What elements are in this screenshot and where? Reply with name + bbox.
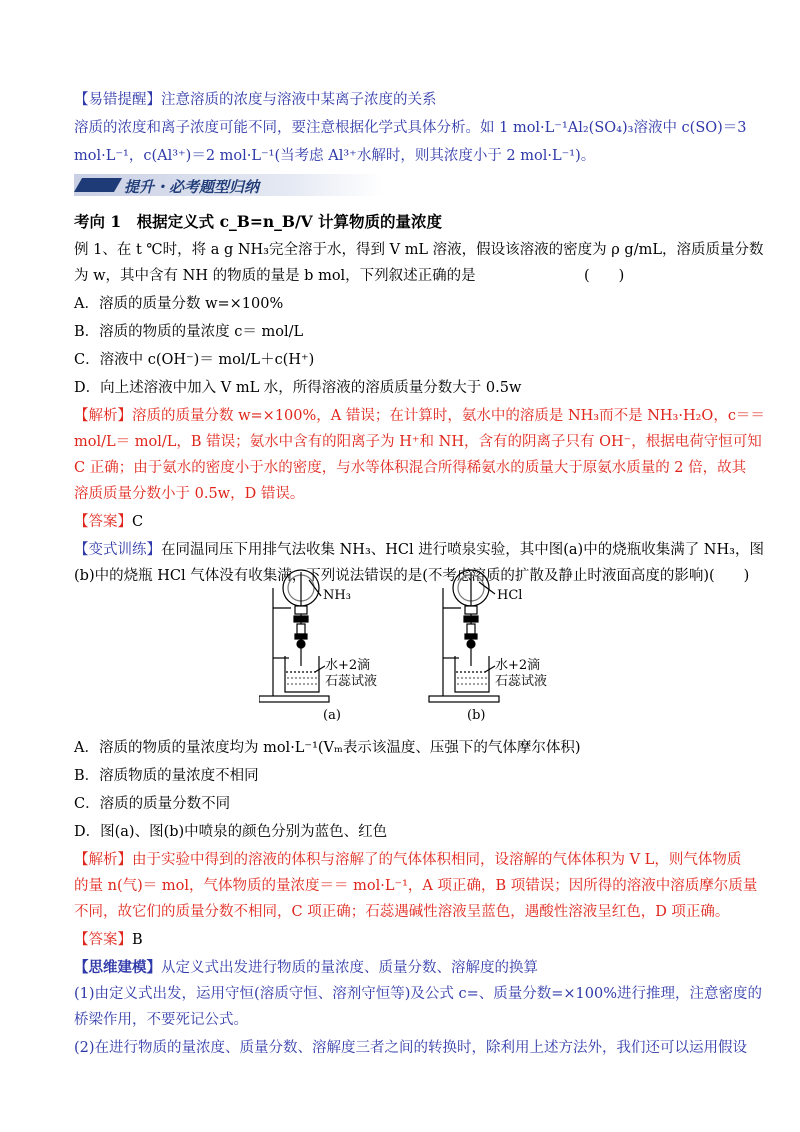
variant-line-2: (b)中的烧瓶 HCl 气体没有收集满，下列说法错误的是(不考虑溶质的扩散及静止时液面高度的影响)( )	[74, 568, 750, 584]
apparatus-b	[429, 570, 499, 702]
variant-text-1: 在同温同压下用排气法收集 NH₃、HCl 进行喷泉实验，其中图(a)中的烧瓶收集满了 NH₃，图	[161, 542, 764, 558]
gas-label-b: HCl	[497, 588, 523, 603]
answer-1-value: C	[132, 514, 144, 530]
model-line-2: 桥梁作用，不要死记公式。	[74, 1012, 248, 1028]
direction-heading: 考向 1 根据定义式 c_B=n_B/V 计算物质的量浓度	[74, 212, 443, 231]
analysis-2-tag: 【解析】	[74, 852, 132, 868]
model-line-3: (2)在进行物质的量浓度、质量分数、溶解度三者之间的转换时，除利用上述方法外，我们还可以运用假设	[74, 1040, 748, 1056]
model-line-1: (1)由定义式出发，运用守恒(溶质守恒、溶剂守恒等)及公式 c=、质量分数=×100%进行推理，注意密度的	[74, 986, 762, 1002]
apparatus-drawing	[259, 568, 569, 728]
example-line-1: 例 1、在 t ℃时，将 a g NH₃完全溶于水，得到 V mL 溶液，假设该溶液的密度为 ρ g/mL，溶质质量分数	[74, 242, 764, 258]
analysis-2-line-1	[74, 850, 741, 870]
variant-tag: 【变式训练】	[74, 542, 161, 558]
example-option-b: B．溶质的物质的量浓度 c＝ mol/L	[74, 324, 304, 340]
variant-option-d: D．图(a)、图(b)中喷泉的颜色分别为蓝色、红色	[74, 824, 388, 840]
answer-2-tag: 【答案】	[74, 932, 132, 948]
analysis-2-line-2: 的量 n(气)＝ mol，气体物质的量浓度＝＝ mol·L⁻¹，A 项正确，B 项错误；因所得的溶液中溶质摩尔质量	[74, 878, 758, 894]
analysis-1-line-3: C 正确；由于氨水的密度小于水的密度，与水等体积混合所得稀氨水的质量大于原氨水质量的 2 倍，故其	[74, 460, 747, 476]
section-title: 提升・必考题型归纳	[124, 178, 260, 196]
analysis-2-line-3: 不同，故它们的质量分数不相同，C 项正确；石蕊遇碱性溶液呈蓝色，遇酸性溶液呈红色，D 项正确。	[74, 904, 730, 920]
analysis-1-line-4: 溶质质量分数小于 0.5w，D 错误。	[74, 486, 305, 502]
answer-1	[74, 512, 143, 532]
variant-option-b: B．溶质物质的量浓度不相同	[74, 768, 259, 784]
tip-tag: 【易错提醒】	[74, 92, 161, 108]
fountain-apparatus-figure	[259, 568, 569, 728]
analysis-1-tag: 【解析】	[74, 408, 132, 424]
variant-option-a: A．溶质的物质的量浓度均为 mol·L⁻¹(Vₘ表示该温度、压强下的气体摩尔体积)	[74, 740, 581, 756]
liquid-label-a-2: 石蕊试液	[325, 674, 378, 689]
liquid-label-b-1: 水+2滴	[495, 658, 541, 673]
answer-2-value: B	[132, 932, 143, 948]
liquid-label-b-2: 石蕊试液	[495, 674, 548, 689]
answer-1-tag: 【答案】	[74, 514, 132, 530]
caption-a: (a)	[323, 708, 341, 723]
analysis-1-text-1: 溶质的质量分数 w=×100%，A 错误；在计算时，氨水中的溶质是 NH₃而不是 NH₃·H₂O，c＝＝	[132, 408, 765, 424]
model-title: 从定义式出发进行物质的量浓度、质量分数、溶解度的换算	[161, 960, 538, 976]
tip-line-2: mol·L⁻¹，c(Al³⁺)＝2 mol·L⁻¹(当考虑 Al³⁺水解时，则其浓度小于 2 mol·L⁻¹)。	[74, 148, 596, 164]
variant-line-1	[74, 540, 764, 560]
model-heading	[74, 958, 538, 978]
liquid-label-a-1: 水+2滴	[325, 658, 371, 673]
section-banner-mark	[74, 178, 122, 192]
variant-option-c: C．溶质的质量分数不同	[74, 796, 231, 812]
caption-b: (b)	[467, 708, 486, 723]
section-banner	[74, 174, 382, 196]
gas-label-a: NH₃	[323, 588, 351, 603]
tip-line-1: 溶质的浓度和离子浓度可能不同，要注意根据化学式具体分析。如 1 mol·L⁻¹Al₂(SO₄)₃溶液中 c(SO)＝3	[74, 120, 747, 136]
tip-title: 注意溶质的浓度与溶液中某离子浓度的关系	[161, 92, 437, 108]
analysis-1-line-1	[74, 406, 765, 426]
example-line-2: 为 w，其中含有 NH 的物质的量是 b mol，下列叙述正确的是	[74, 268, 476, 284]
example-option-c: C．溶液中 c(OH⁻)＝ mol/L＋c(H⁺)	[74, 352, 315, 368]
tip-heading	[74, 90, 437, 110]
example-bracket: ( )	[584, 268, 625, 284]
example-option-d: D．向上述溶液中加入 V mL 水，所得溶液的溶质质量分数大于 0.5w	[74, 380, 522, 396]
model-tag: 【思维建模】	[74, 959, 161, 976]
apparatus-a	[259, 570, 329, 702]
answer-2	[74, 930, 143, 950]
analysis-2-text-1: 由于实验中得到的溶液的体积与溶解了的气体体积相同，设溶解的气体体积为 V L，则气体物质	[132, 852, 742, 868]
analysis-1-line-2: mol/L＝ mol/L，B 错误；氨水中含有的阳离子为 H⁺和 NH，含有的阴离子只有 OH⁻，根据电荷守恒可知	[74, 434, 762, 450]
example-option-a: A．溶质的质量分数 w=×100%	[74, 296, 284, 312]
